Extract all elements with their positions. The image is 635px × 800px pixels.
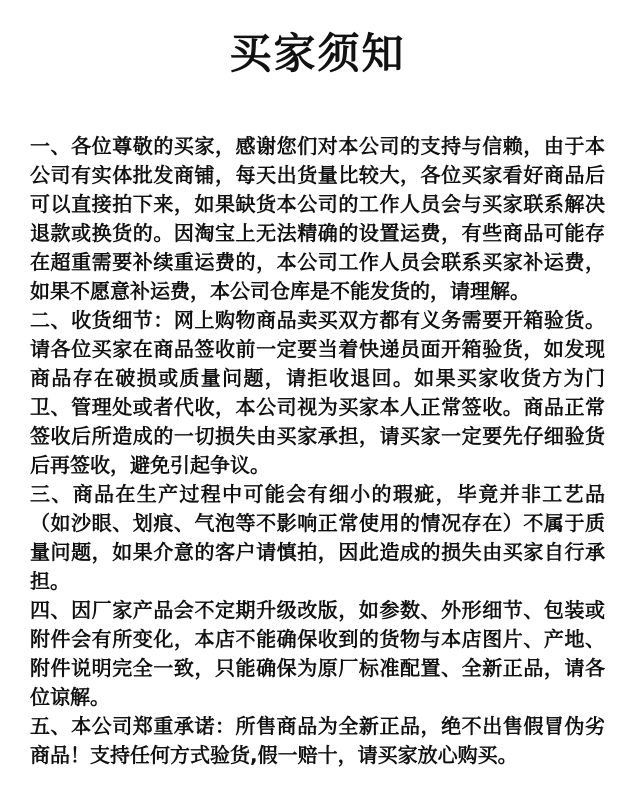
notice-section-5: 五、本公司郑重承诺：所售商品为全新正品，绝不出售假冒伪劣商品！支持任何方式验货,假一赔十，请买家放心购买。 <box>30 714 605 767</box>
page-title: 买家须知 <box>229 29 406 78</box>
notice-section-2: 二、收货细节：网上购物商品卖买双方都有义务需要开箱验货。请各位买家在商品签收前一定要当着快递员面开箱验货，如发现商品存在破损或质量问题，请拒收退回。如果买家收货方为门卫、管理处或者代收，本公司视为买家本人正常签收。商品正常签收后所造成的一切损失由买家承担，请买家一定要先仔细验货后再签收，避免引起争议。 <box>30 308 605 477</box>
notice-section-3: 三、商品在生产过程中可能会有细小的瑕疵，毕竟并非工艺品（如沙眼、划痕、气泡等不影响正常使用的情况存在）不属于质量问题，如果介意的客户请慎拍，因此造成的损失由买家自行承担。 <box>30 482 605 593</box>
notice-section-4: 四、因厂家产品会不定期升级改版，如参数、外形细节、包装或附件会有所变化，本店不能确保收到的货物与本店图片、产地、附件说明完全一致，只能确保为原厂标准配置、全新正品，请各位谅解。 <box>30 598 605 709</box>
notice-section-1: 一、各位尊敬的买家，感谢您们对本公司的支持与信赖，由于本公司有实体批发商铺，每天出货量比较大，各位买家看好商品后可以直接拍下来，如果缺货本公司的工作人员会与买家联系解决退款或换货的。因淘宝上无法精确的设置运费，有些商品可能存在超重需要补续重运费的，本公司工作人员会联系买家补运费，如果不愿意补运费，本公司仓库是不能发货的，请理解。 <box>30 134 605 303</box>
